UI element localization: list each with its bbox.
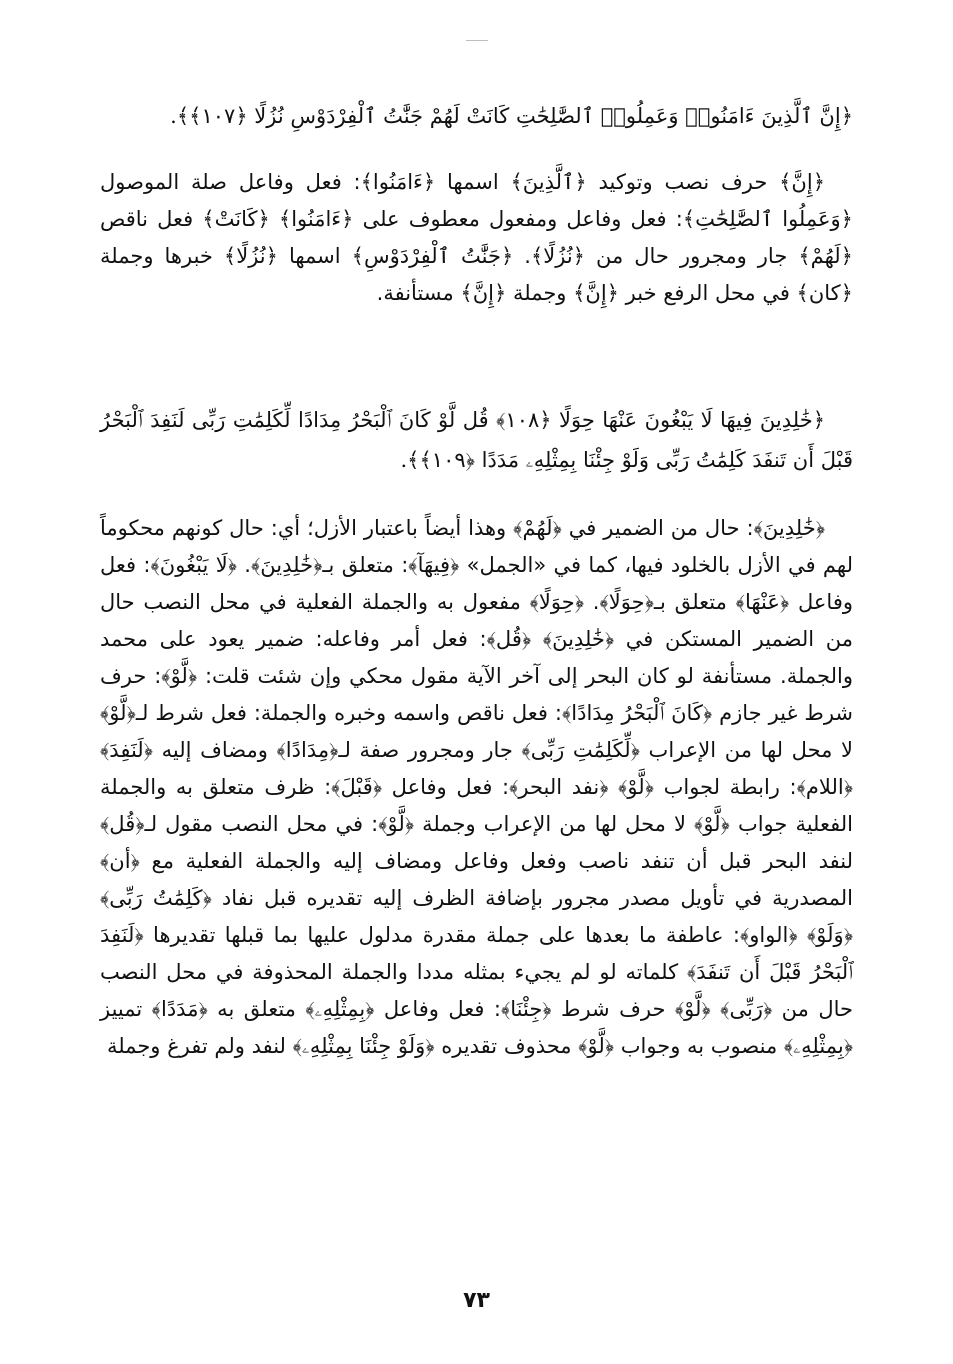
irab-paragraph-108-109: ﴿خَٰلِدِينَ﴾: حال من الضمير في ﴿لَهُمْ﴾ وهذا أيضاً باعتبار الأزل؛ أي: حال كونهم محكوماً لهم في الأزل بالخلود فيها، كما في «الجمل» ﴿فِيهَآ﴾: متعلق بـ﴿خَٰلِدِينَ﴾. ﴿لَا يَبْغُونَ﴾: فعل وفاعل ﴿عَنْهَا﴾ متعلق بـ﴿حِوَلًا﴾. ﴿حِوَلًا﴾ مفعول به والجملة الفعلية في محل النصب حال من الضمير المستكن في ﴿خَٰلِدِينَ﴾ ﴿قُل﴾: فعل أمر وفاعله: ضمير يعود على محمد والجملة. مستأنفة لو كان البحر إلى آخر الآية مقول محكي وإن شئت قلت: ﴿لَّوْ﴾: حرف شرط غير جازم ﴿كَانَ ٱلْبَحْرُ مِدَادًا﴾: فعل ناقص واسمه وخبره والجملة: فعل شرط لـ﴿لَّوْ﴾ لا محل لها من الإعراب ﴿لِّكَلِمَٰتِ رَبِّى﴾ جار ومجرور صفة لـ﴿مِدَادًا﴾ ومضاف إليه ﴿لَنَفِدَ﴾ ﴿اللام﴾: رابطة لجواب ﴿لَّوْ﴾ ﴿نفد البحر﴾: فعل وفاعل ﴿قَبْلَ﴾: ظرف متعلق به والجملة الفعلية جواب ﴿لَّوْ﴾ لا محل لها من الإعراب وجملة ﴿لَّوْ﴾: في محل النصب مقول لـ﴿قُل﴾ لنفد البحر قبل أن تنفد ناصب وفعل وفاعل ومضاف إليه والجملة الفعلية مع ﴿أن﴾ المصدرية في تأويل مصدر مجرور بإضافة الظرف إليه تقديره قبل نفاد ﴿كَلِمَٰتُ رَبِّى﴾ ﴿وَلَوْ﴾ ﴿الواو﴾: عاطفة ما بعدها على جملة مقدرة مدلول عليها بما قبلها تقديرها ﴿لَنَفِدَ ٱلْبَحْرُ قَبْلَ أَن تَنفَدَ﴾ كلماته لو لم يجيء بمثله مددا والجملة المحذوفة في محل النصب حال من ﴿رَبِّى﴾ ﴿لَّوْ﴾ حرف شرط ﴿جِئْنَا﴾: فعل وفاعل ﴿بِمِثْلِهِۦ﴾ متعلق به ﴿مَدَدًا﴾ تمييز ﴿بِمِثْلِهِۦ﴾ منصوب به وجواب ﴿لَّوْ﴾ محذوف تقديره ﴿وَلَوْ جِئْنَا بِمِثْلِهِۦ﴾ لنفد ولم تفرغ وجملة xyxy=(100,516,853,1058)
irab-paragraph-107: ﴿إِنَّ﴾ حرف نصب وتوكيد ﴿ٱلَّذِينَ﴾ اسمها ﴿ءَامَنُوا﴾: فعل وفاعل صلة الموصول ﴿وَعَمِلُوا ٱلصَّٰلِحَٰتِ﴾: فعل وفاعل ومفعول معطوف على ﴿ءَامَنُوا﴾ ﴿كَانَتْ﴾ فعل ناقص ﴿لَهُمْ﴾ جار ومجرور حال من ﴿نُزُلًا﴾. ﴿جَنَّٰتُ ٱلْفِرْدَوْسِ﴾ اسمها ﴿نُزُلًا﴾ خبرها وجملة ﴿كان﴾ في محل الرفع خبر ﴿إِنَّ﴾ وجملة ﴿إِنَّ﴾ مستأنفة. xyxy=(100,170,853,305)
quran-verse-107: ﴿إِنَّ ٱلَّذِينَ ءَامَنُوا۟ وَعَمِلُوا۟ ٱلصَّٰلِحَٰتِ كَانَتْ لَهُمْ جَنَّٰتُ ٱلْفِرْدَوْسِ نُزُلًا ﴿١٠٧﴾﴾. xyxy=(170,104,853,128)
page-number: ٧٣ xyxy=(463,1288,490,1313)
quran-verses-108-109: ﴿خَٰلِدِينَ فِيهَا لَا يَبْغُونَ عَنْهَا حِوَلًا ﴿١٠٨﴾ قُل لَّوْ كَانَ ٱلْبَحْرُ مِدَادًا لِّكَلِمَٰتِ رَبِّى لَنَفِدَ ٱلْبَحْرُ قَبْلَ أَن تَنفَدَ كَلِمَٰتُ رَبِّى وَلَوْ جِئْنَا بِمِثْلِهِۦ مَدَدًا ﴿١٠٩﴾﴾. xyxy=(100,408,853,472)
top-divider xyxy=(466,40,488,41)
